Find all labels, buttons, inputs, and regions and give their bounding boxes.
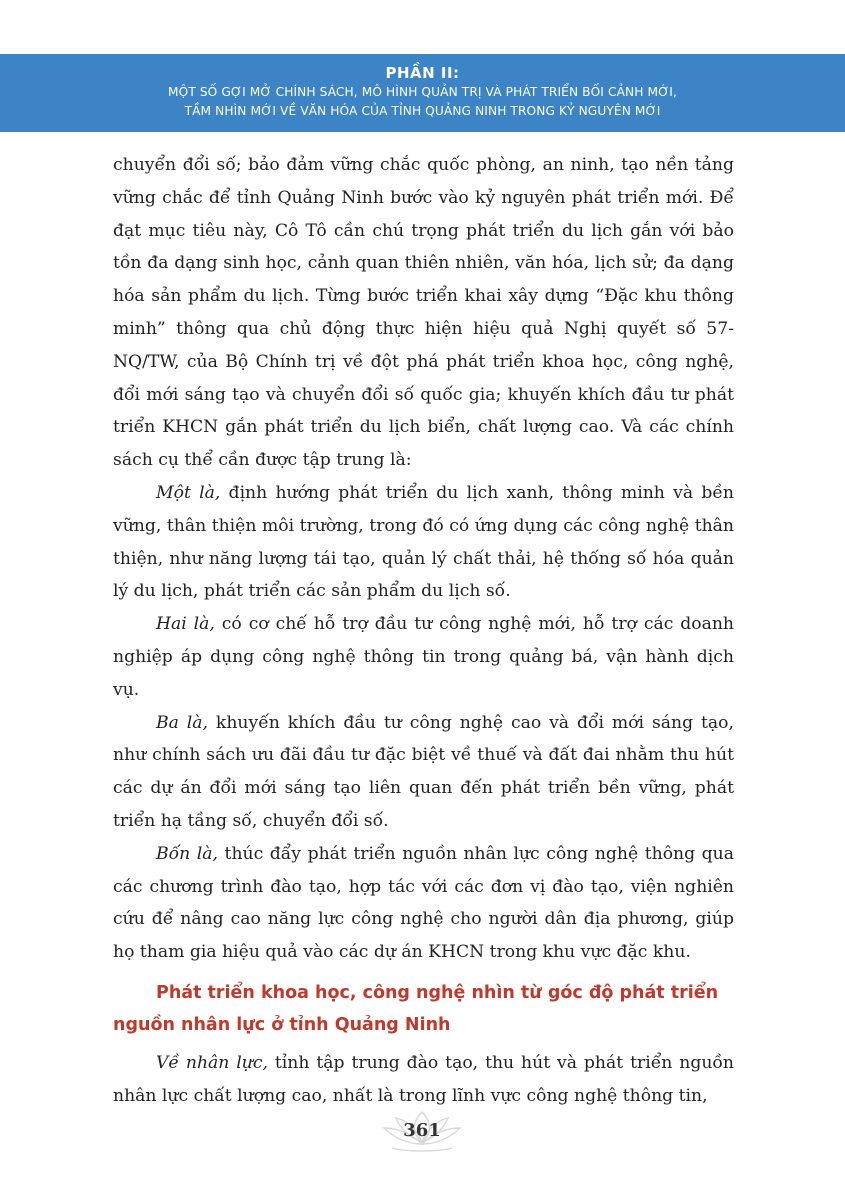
paragraph-item-3 xyxy=(113,707,734,838)
section-heading: Phát triển khoa học, công nghệ nhìn từ góc độ phát triển nguồn nhân lực ở tỉnh Quảng Ninh xyxy=(113,982,719,1035)
human-resources-lead: Về nhân lực, xyxy=(156,1052,268,1073)
page-number: 361 xyxy=(403,1120,441,1141)
item-4-lead: Bốn là, xyxy=(156,843,218,864)
page-body xyxy=(113,149,734,1113)
item-2-lead: Hai là, xyxy=(156,614,215,635)
item-1-text: định hướng phát triển du lịch xanh, thông minh và bền vững, thân thiện môi trường, trong đó có ứng dụng các công nghệ thân thiện, như năng lượng tái tạo, quản lý chất thải, hệ thống số hóa quản lý du lịch, phát triển các sản phẩm du lịch số. xyxy=(113,482,734,602)
item-2-text: có cơ chế hỗ trợ đầu tư công nghệ mới, hỗ trợ các doanh nghiệp áp dụng công nghệ thông tin trong quảng bá, vận hành dịch vụ. xyxy=(113,614,734,700)
item-3-text: khuyến khích đầu tư công nghệ cao và đổi mới sáng tạo, như chính sách ưu đãi đầu tư đặc biệt về thuế và đất đai nhằm thu hút các dự án đổi mới sáng tạo liên quan đến phát triển bền vững, phát triển hạ tầng số, chuyển đổi số. xyxy=(113,712,734,831)
human-resources-text: tỉnh tập trung đào tạo, thu hút và phát triển nguồn nhân lực chất lượng cao, nhất là trong lĩnh vực công nghệ thông tin, xyxy=(113,1052,734,1106)
section-header-banner xyxy=(0,54,845,132)
page-number-block xyxy=(372,1108,472,1158)
paragraph-human-resources xyxy=(113,1047,734,1113)
item-1-lead: Một là, xyxy=(156,482,221,503)
paragraph-item-1 xyxy=(113,477,734,608)
part-subtitle-line-1: MỘT SỐ GỢI MỞ CHÍNH SÁCH, MÔ HÌNH QUẢN TRỊ VÀ PHÁT TRIỂN BỐI CẢNH MỚI, xyxy=(168,85,677,99)
paragraph-item-4 xyxy=(113,838,734,969)
item-3-lead: Ba là, xyxy=(156,712,209,733)
part-subtitle-line-2: TẦM NHÌN MỚI VỀ VĂN HÓA CỦA TỈNH QUẢNG NINH TRONG KỶ NGUYÊN MỚI xyxy=(184,104,661,118)
paragraph-item-2 xyxy=(113,608,734,706)
paragraph-intro: chuyển đổi số; bảo đảm vững chắc quốc phòng, an ninh, tạo nền tảng vững chắc để tỉnh Quảng Ninh bước vào kỷ nguyên phát triển mới. Để đạt mục tiêu này, Cô Tô cần chú trọng phát triển du lịch gắn với bảo tồn đa dạng sinh học, cảnh quan thiên nhiên, văn hóa, lịch sử; đa dạng hóa sản phẩm du lịch. Từng bước triển khai xây dựng “Đặc khu thông minh” thông qua chủ động thực hiện hiệu quả Nghị quyết số 57-NQ/TW, của Bộ Chính trị về đột phá phát triển khoa học, công nghệ, đổi mới sáng tạo và chuyển đổi số quốc gia; khuyến khích đầu tư phát triển KHCN gắn phát triển du lịch biển, chất lượng cao. Và các chính sách cụ thể cần được tập trung là: xyxy=(113,155,734,471)
item-4-text: thúc đẩy phát triển nguồn nhân lực công nghệ thông qua các chương trình đào tạo, hợp tác với các đơn vị đào tạo, viện nghiên cứu để nâng cao năng lực công nghệ cho người dân địa phương, giúp họ tham gia hiệu quả vào các dự án KHCN trong khu vực đặc khu. xyxy=(113,843,734,963)
part-title: PHẦN II: xyxy=(385,64,460,82)
